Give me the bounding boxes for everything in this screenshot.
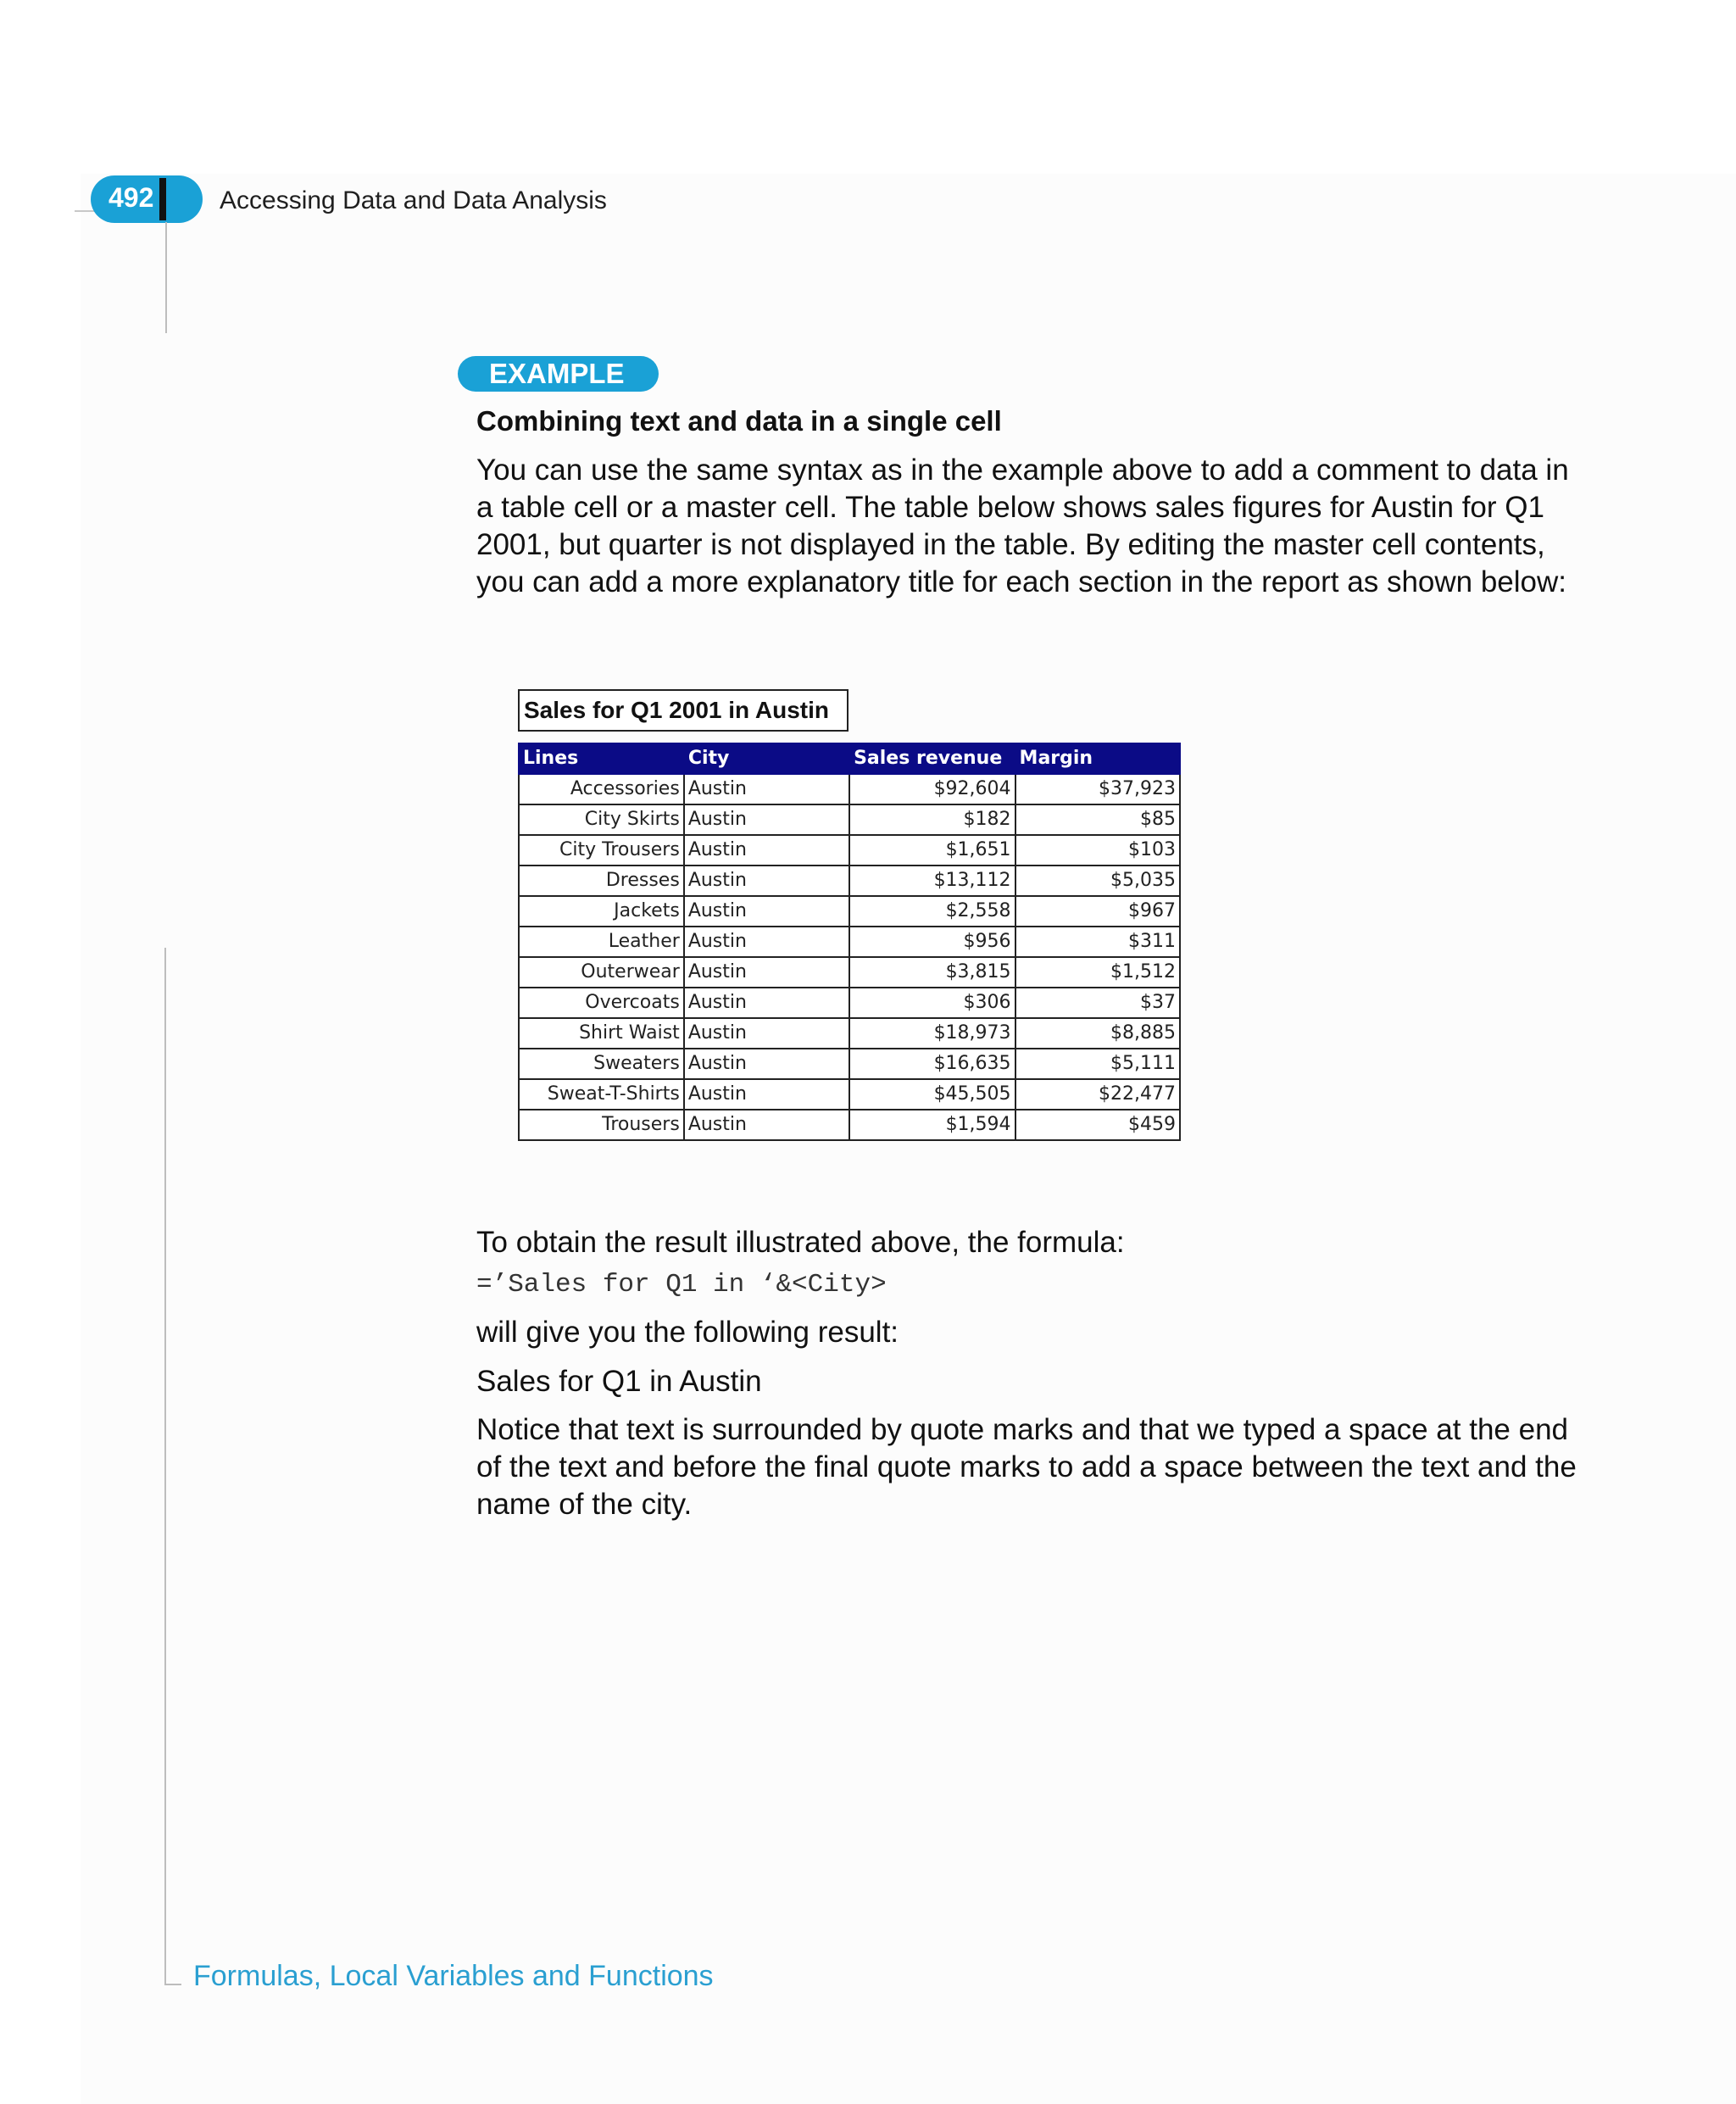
header-vertical-rule	[165, 222, 167, 333]
table-header-lines: Lines	[519, 743, 684, 774]
line-cell: Dresses	[519, 866, 684, 896]
table-row	[519, 1018, 1180, 1049]
line-cell: Outerwear	[519, 957, 684, 988]
city-cell: Austin	[684, 1079, 849, 1110]
report-title-cell: Sales for Q1 2001 in Austin	[518, 689, 849, 732]
footer-corner-rule	[164, 1984, 181, 1985]
city-cell: Austin	[684, 988, 849, 1018]
example-badge-label: EXAMPLE	[489, 358, 625, 389]
example-intro-paragraph: You can use the same syntax as in the example above to add a comment to data in a table cell or a master cell. The table below shows sales figures for Austin for Q1 2001, but quarter is not displayed in the table. By editing the master cell contents, you can add a more explanatory title for each section in the report as shown below:	[476, 454, 1569, 598]
formula-intro-text: To obtain the result illustrated above, the formula:	[476, 1226, 1125, 1259]
formula-result-text: Sales for Q1 in Austin	[476, 1365, 762, 1398]
line-cell: Accessories	[519, 774, 684, 804]
example-title: Combining text and data in a single cell	[476, 405, 1002, 437]
running-footer-title: Formulas, Local Variables and Functions	[193, 1960, 714, 1992]
sales-revenue-cell: $1,651	[849, 835, 1015, 866]
sales-revenue-cell: $16,635	[849, 1049, 1015, 1079]
line-cell: Shirt Waist	[519, 1018, 684, 1049]
table-row	[519, 1110, 1180, 1140]
line-cell: Leather	[519, 927, 684, 957]
line-cell: Jackets	[519, 896, 684, 927]
sales-revenue-cell: $306	[849, 988, 1015, 1018]
formula-code: =’Sales for Q1 in ‘&<City>	[476, 1270, 887, 1300]
table-row	[519, 927, 1180, 957]
notice-paragraph: Notice that text is surrounded by quote marks and that we typed a space at the end of the text and before the final quote marks to add a space between the text and the name of the city.	[476, 1413, 1577, 1521]
city-cell: Austin	[684, 896, 849, 927]
line-cell: Sweaters	[519, 1049, 684, 1079]
sales-revenue-cell: $3,815	[849, 957, 1015, 988]
sales-revenue-cell: $92,604	[849, 774, 1015, 804]
city-cell: Austin	[684, 957, 849, 988]
table-row	[519, 1049, 1180, 1079]
city-cell: Austin	[684, 866, 849, 896]
city-cell: Austin	[684, 835, 849, 866]
margin-cell: $1,512	[1015, 957, 1180, 988]
margin-cell: $5,035	[1015, 866, 1180, 896]
left-margin-rule	[164, 948, 166, 1984]
margin-cell: $85	[1015, 804, 1180, 835]
margin-cell: $459	[1015, 1110, 1180, 1140]
city-cell: Austin	[684, 1110, 849, 1140]
line-cell: Trousers	[519, 1110, 684, 1140]
sales-revenue-cell: $13,112	[849, 866, 1015, 896]
margin-cell: $22,477	[1015, 1079, 1180, 1110]
table-header-sales-revenue: Sales revenue	[849, 743, 1015, 774]
margin-cell: $37,923	[1015, 774, 1180, 804]
city-cell: Austin	[684, 1049, 849, 1079]
city-cell: Austin	[684, 1018, 849, 1049]
sales-revenue-cell: $18,973	[849, 1018, 1015, 1049]
margin-cell: $37	[1015, 988, 1180, 1018]
table-row	[519, 988, 1180, 1018]
table-header-row	[519, 743, 1180, 774]
line-cell: City Trousers	[519, 835, 684, 866]
margin-cell: $103	[1015, 835, 1180, 866]
table-row	[519, 774, 1180, 804]
result-intro-text: will give you the following result:	[476, 1316, 899, 1349]
table-row	[519, 835, 1180, 866]
sales-revenue-cell: $2,558	[849, 896, 1015, 927]
sales-revenue-cell: $182	[849, 804, 1015, 835]
sales-revenue-cell: $45,505	[849, 1079, 1015, 1110]
sales-revenue-cell: $1,594	[849, 1110, 1015, 1140]
table-header-margin: Margin	[1015, 743, 1180, 774]
sales-table	[518, 743, 1181, 1141]
line-cell: Overcoats	[519, 988, 684, 1018]
margin-cell: $8,885	[1015, 1018, 1180, 1049]
table-row	[519, 896, 1180, 927]
line-cell: Sweat-T-Shirts	[519, 1079, 684, 1110]
page-marker	[159, 178, 166, 220]
margin-cell: $967	[1015, 896, 1180, 927]
table-row	[519, 957, 1180, 988]
table-row	[519, 866, 1180, 896]
table-row	[519, 804, 1180, 835]
margin-cell: $311	[1015, 927, 1180, 957]
line-cell: City Skirts	[519, 804, 684, 835]
table-header-city: City	[684, 743, 849, 774]
margin-cell: $5,111	[1015, 1049, 1180, 1079]
page-number: 492	[108, 182, 154, 213]
running-header-title: Accessing Data and Data Analysis	[220, 186, 607, 214]
city-cell: Austin	[684, 774, 849, 804]
city-cell: Austin	[684, 927, 849, 957]
table-row	[519, 1079, 1180, 1110]
sales-revenue-cell: $956	[849, 927, 1015, 957]
city-cell: Austin	[684, 804, 849, 835]
